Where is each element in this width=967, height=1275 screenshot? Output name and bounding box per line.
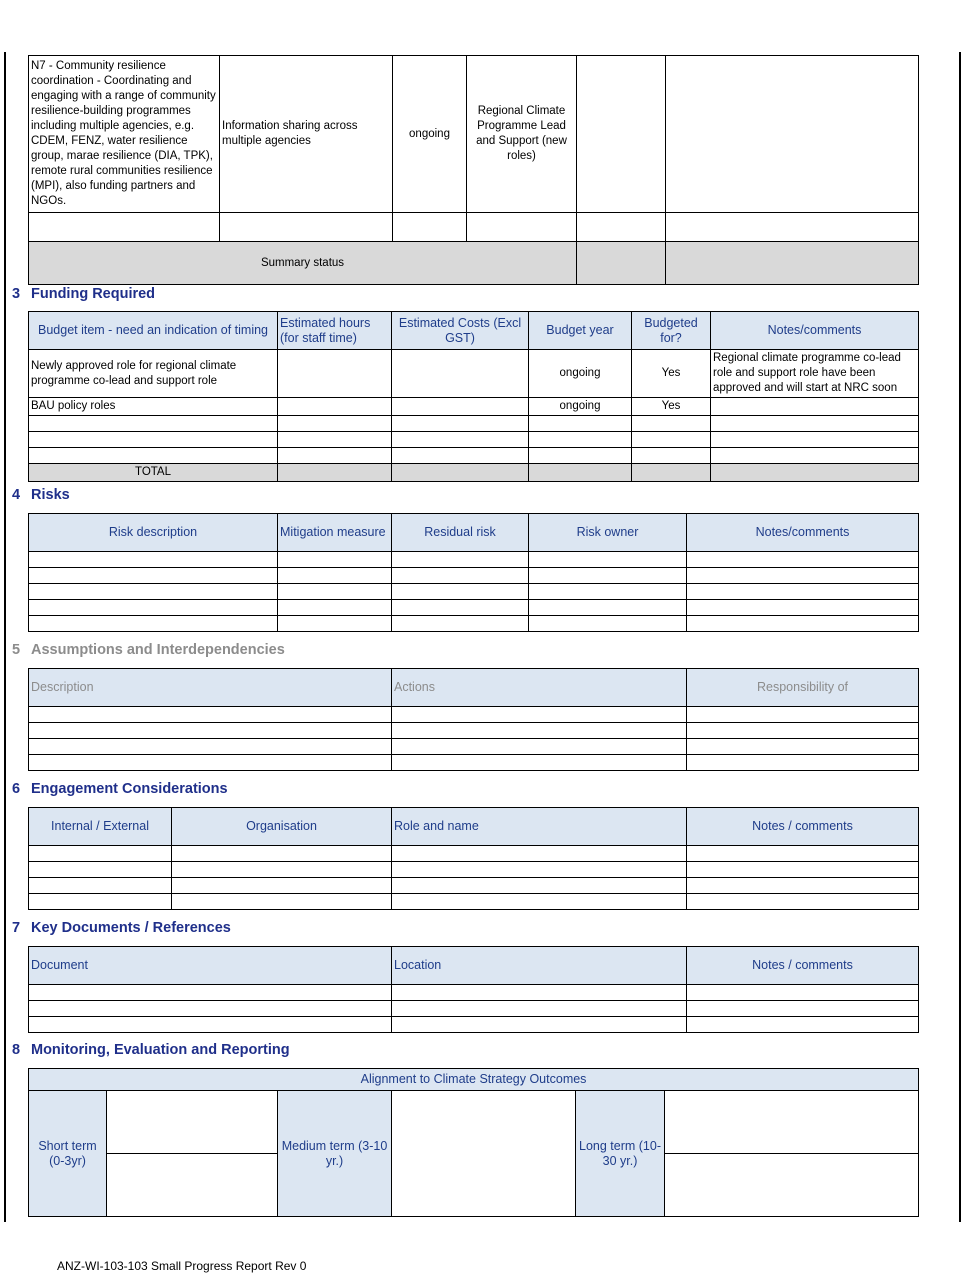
assumptions-header-responsibility: Responsibility of xyxy=(687,669,919,707)
assumptions-header-description: Description xyxy=(29,669,392,707)
funding-table xyxy=(28,311,919,482)
n7-timing: ongoing xyxy=(393,56,467,213)
table-row xyxy=(29,600,919,616)
table-row xyxy=(29,723,919,739)
empty-cell xyxy=(392,350,529,398)
table-row xyxy=(29,894,919,910)
section-heading-monitoring: 8 Monitoring, Evaluation and Reporting xyxy=(12,1042,290,1058)
summary-status-label: Summary status xyxy=(29,242,577,285)
summary-status-value xyxy=(577,242,666,285)
empty-cell xyxy=(467,213,577,242)
summary-status-comment xyxy=(666,242,919,285)
n7-owner: Regional Climate Programme Lead and Support (new roles) xyxy=(467,56,577,213)
funding-total-hours xyxy=(278,464,392,482)
funding-header-budgeted: Budgeted for? xyxy=(632,312,711,350)
medium-term-cell xyxy=(392,1091,576,1217)
funding-row2-year: ongoing xyxy=(529,398,632,416)
empty-cell xyxy=(278,398,392,416)
funding-header-year: Budget year xyxy=(529,312,632,350)
empty-cell xyxy=(632,464,711,482)
empty-cell xyxy=(393,213,467,242)
documents-header-notes: Notes / comments xyxy=(687,947,919,985)
table-row xyxy=(29,432,919,448)
table-row xyxy=(29,1001,919,1017)
empty-cell xyxy=(666,213,919,242)
table-row xyxy=(29,755,919,771)
progress-table xyxy=(28,55,919,285)
funding-header-item: Budget item - need an indication of timing xyxy=(29,312,278,350)
empty-cell xyxy=(392,398,529,416)
left-page-border xyxy=(4,52,6,1222)
documents-header-location: Location xyxy=(392,947,687,985)
engagement-table xyxy=(28,807,919,910)
table-row xyxy=(29,568,919,584)
section-heading-funding: 3 Funding Required xyxy=(12,286,156,302)
funding-row1-year: ongoing xyxy=(529,350,632,398)
empty-cell xyxy=(711,464,919,482)
section-heading-assumptions: 5 Assumptions and Interdependencies xyxy=(12,642,285,658)
empty-cell xyxy=(278,350,392,398)
funding-header-notes: Notes/comments xyxy=(711,312,919,350)
monitoring-long-term-label: Long term (10-30 yr.) xyxy=(576,1091,665,1217)
table-row xyxy=(29,985,919,1001)
table-row xyxy=(29,448,919,464)
monitoring-table xyxy=(28,1068,919,1217)
monitoring-medium-term-label: Medium term (3-10 yr.) xyxy=(278,1091,392,1217)
assumptions-header-actions: Actions xyxy=(392,669,687,707)
table-row xyxy=(29,707,919,723)
table-row xyxy=(29,846,919,862)
short-term-bottom-cell xyxy=(107,1154,278,1217)
assumptions-table xyxy=(28,668,919,771)
engagement-header-role: Role and name xyxy=(392,808,687,846)
risks-header-residual: Residual risk xyxy=(392,514,529,552)
long-term-top-cell xyxy=(665,1091,919,1154)
risks-table xyxy=(28,513,919,632)
funding-row1-item: Newly approved role for regional climate programme co-lead and support role xyxy=(29,350,278,398)
right-page-border xyxy=(959,52,961,1222)
table-row xyxy=(29,862,919,878)
monitoring-short-term-label: Short term (0-3yr) xyxy=(29,1091,107,1217)
funding-row2-item: BAU policy roles xyxy=(29,398,278,416)
section-heading-documents: 7 Key Documents / References xyxy=(12,920,231,936)
table-row xyxy=(29,416,919,432)
risks-header-owner: Risk owner xyxy=(529,514,687,552)
section-heading-engagement: 6 Engagement Considerations xyxy=(12,781,228,797)
table-row xyxy=(29,878,919,894)
engagement-header-organisation: Organisation xyxy=(172,808,392,846)
table-row xyxy=(29,616,919,632)
n7-status xyxy=(577,56,666,213)
funding-row2-budgeted: Yes xyxy=(632,398,711,416)
funding-total-costs xyxy=(392,464,529,482)
table-row xyxy=(29,552,919,568)
long-term-bottom-cell xyxy=(665,1154,919,1217)
funding-header-hours: Estimated hours (for staff time) xyxy=(278,312,392,350)
funding-header-costs: Estimated Costs (Excl GST) xyxy=(392,312,529,350)
empty-cell xyxy=(220,213,393,242)
funding-total-label: TOTAL xyxy=(29,464,278,482)
empty-cell xyxy=(577,213,666,242)
funding-row1-notes: Regional climate programme co-lead role and support role have been approved and will start at NRC soon xyxy=(711,350,919,398)
n7-description: N7 - Community resilience coordination - Coordinating and engaging with a range of community resilience-building programmes including multiple agencies, e.g. CDEM, FENZ, water resilience group, marae resilience (DIA, TPK), remote rural communities resilience (MPI), also funding partners and NGOs. xyxy=(29,56,220,213)
documents-header-document: Document xyxy=(29,947,392,985)
short-term-top-cell xyxy=(107,1091,278,1154)
table-row xyxy=(29,584,919,600)
documents-table xyxy=(28,946,919,1033)
risks-header-notes: Notes/comments xyxy=(687,514,919,552)
empty-cell xyxy=(711,398,919,416)
empty-cell xyxy=(529,464,632,482)
n7-comments xyxy=(666,56,919,213)
funding-row1-budgeted: Yes xyxy=(632,350,711,398)
monitoring-alignment-header: Alignment to Climate Strategy Outcomes xyxy=(29,1069,919,1091)
risks-header-mitigation: Mitigation measure xyxy=(278,514,392,552)
engagement-header-notes: Notes / comments xyxy=(687,808,919,846)
table-row xyxy=(29,1017,919,1033)
n7-activity: Information sharing across multiple agencies xyxy=(220,56,393,213)
engagement-header-internal-external: Internal / External xyxy=(29,808,172,846)
empty-cell xyxy=(29,213,220,242)
document-footer: ANZ-WI-103-103 Small Progress Report Rev 0 xyxy=(57,1259,307,1273)
table-row xyxy=(29,739,919,755)
risks-header-description: Risk description xyxy=(29,514,278,552)
section-heading-risks: 4 Risks xyxy=(12,487,70,503)
